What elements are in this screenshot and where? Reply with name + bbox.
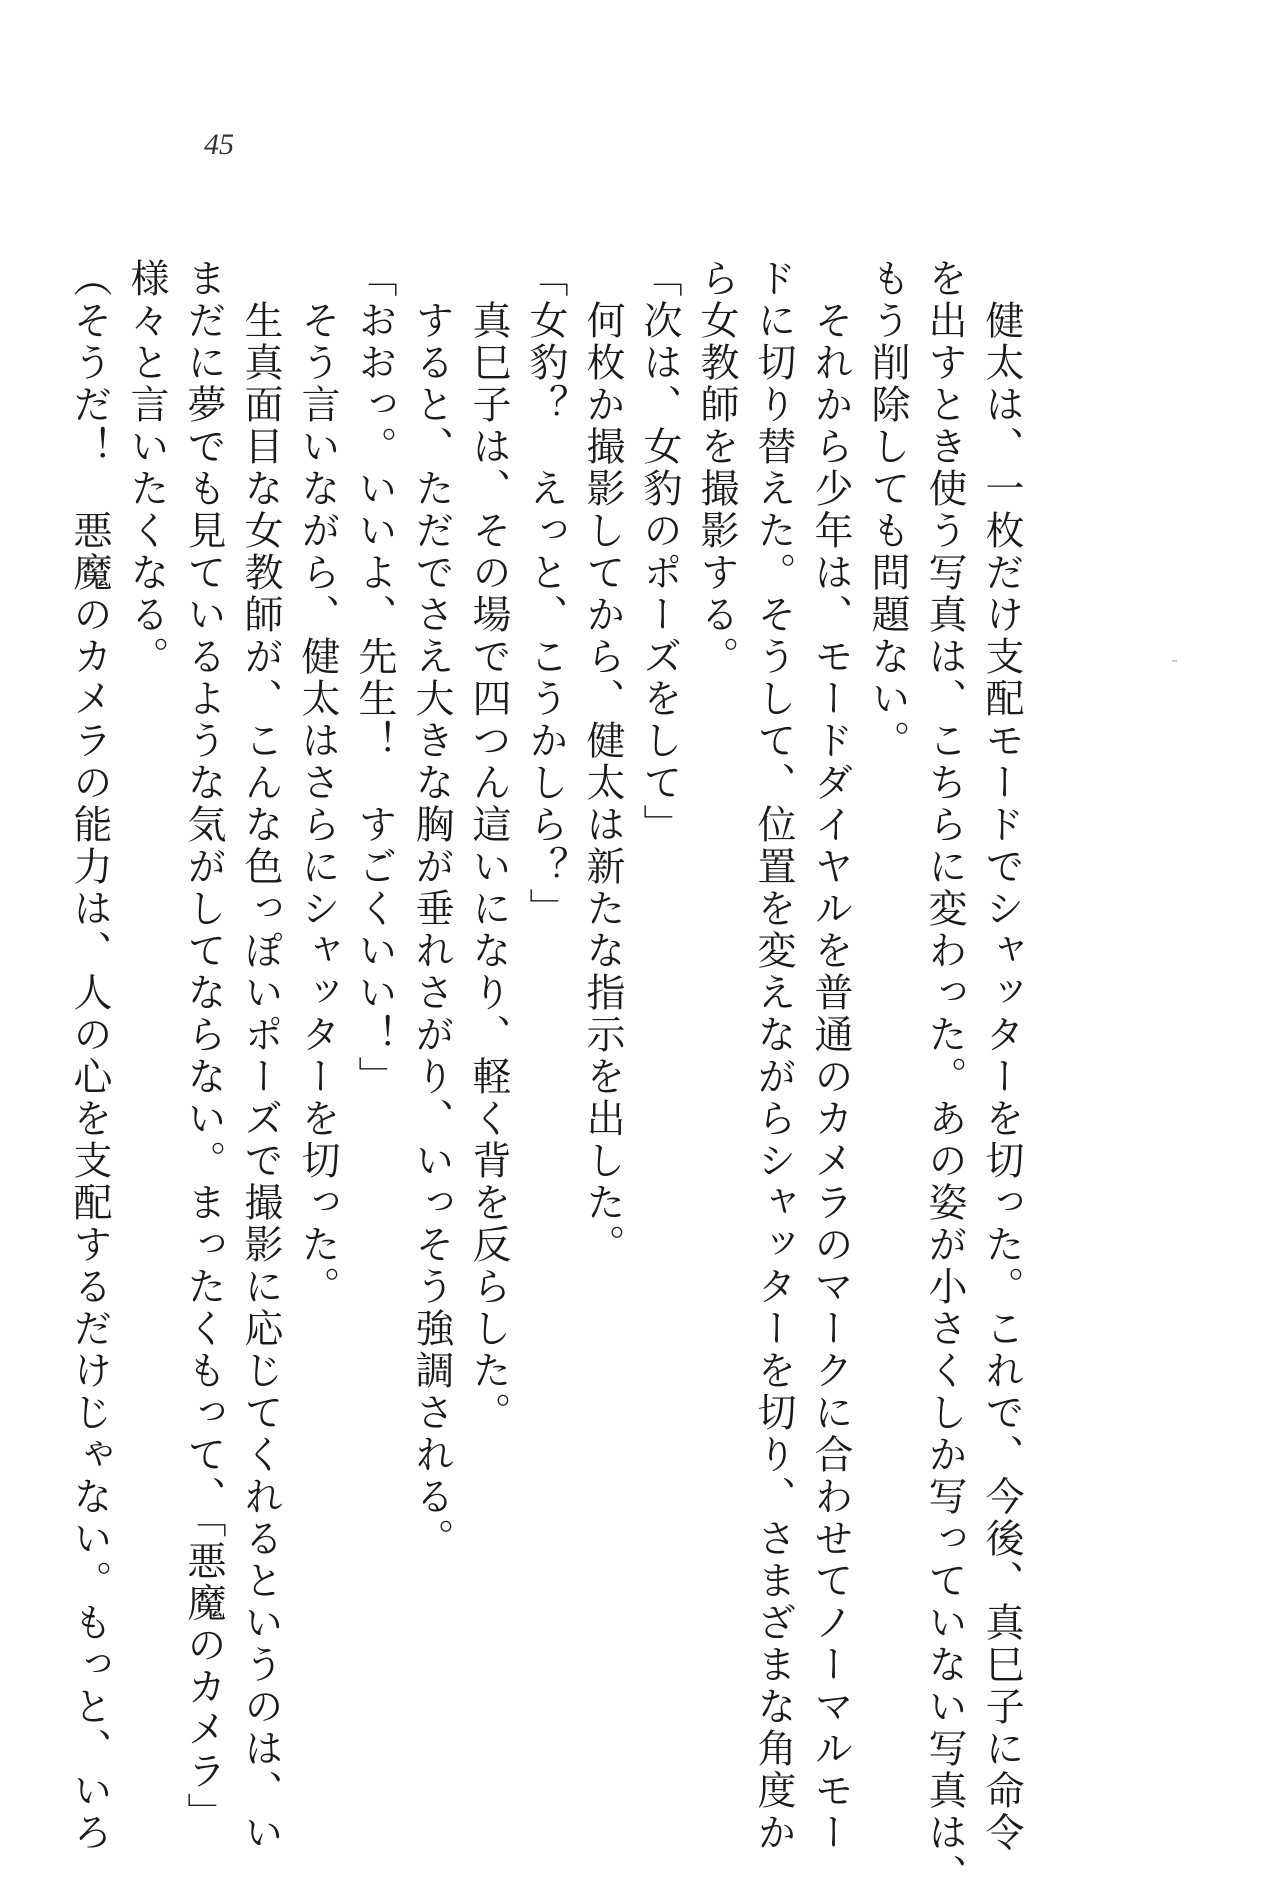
- text-line: 健太は、一枚だけ支配モードでシャッターを切った。これで、今後、真巳子に命令: [979, 258, 1024, 1854]
- page-number: 45: [204, 128, 234, 161]
- text-line: ら女教師を撮影する。: [694, 258, 739, 678]
- text-line: を出すとき使う写真は、こちらに変わった。あの姿が小さくしか写っていない写真は、: [922, 258, 967, 1896]
- text-line: 何枚か撮影してから、健太は新たな指示を出した。: [580, 258, 625, 1266]
- margin-mark: [1172, 660, 1177, 662]
- body-text: [61, 258, 1030, 1896]
- text-line: まだに夢でも見ているような気がしてならない。まったくもって、「悪魔のカメラ」: [181, 258, 226, 1835]
- text-line: 「おおっ。いいよ、先生！ すごくいい！」: [352, 258, 397, 1098]
- text-line: 真巳子は、その場で四つん這いになり、軽く背を反らした。: [466, 258, 511, 1434]
- text-line: それから少年は、モードダイヤルを普通のカメラのマークに合わせてノーマルモー: [808, 258, 853, 1854]
- text-line: （そうだ！ 悪魔のカメラの能力は、人の心を支配するだけじゃない。もっと、いろ: [67, 258, 112, 1854]
- text-line: もう削除しても問題ない。: [865, 258, 910, 762]
- text-line: 「次は、女豹のポーズをして」: [637, 258, 682, 846]
- text-line: 様々と言いたくなる。: [124, 258, 169, 678]
- text-line: すると、ただでさえ大きな胸が垂れさがり、いっそう強調される。: [409, 258, 454, 1560]
- text-line: そう言いながら、健太はさらにシャッターを切った。: [295, 258, 340, 1308]
- text-line: ドに切り替えた。そうして、位置を変えながらシャッターを切り、さまざまな角度か: [751, 258, 796, 1854]
- text-line: 「女豹？ えっと、こうかしら？」: [523, 258, 568, 930]
- text-line: 生真面目な女教師が、こんな色っぽいポーズで撮影に応じてくれるというのは、い: [238, 258, 283, 1854]
